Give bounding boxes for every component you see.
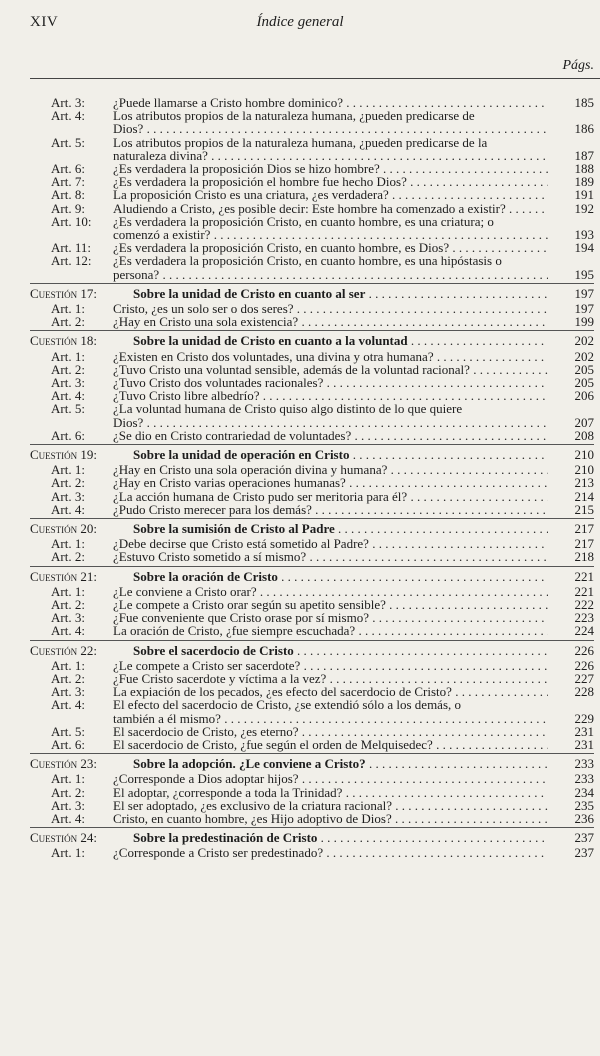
article-page: 210 <box>574 462 594 478</box>
article-page: 194 <box>574 240 594 256</box>
article-title: Cristo, ¿es un solo ser o dos seres? . . . <box>113 302 548 316</box>
article-number: Art. 10: <box>51 213 92 229</box>
article-number: Art. 2: <box>51 784 85 800</box>
article-page: 205 <box>574 375 594 390</box>
article-number: Art. 1: <box>51 301 85 316</box>
toc-question-row <box>0 287 600 301</box>
section-divider <box>30 283 594 284</box>
article-number: Art. 5: <box>51 401 85 417</box>
article-title: ¿Tuvo Cristo una voluntad sensible, además de la voluntad racional? . . . <box>113 363 548 377</box>
article-page: 236 <box>574 811 594 826</box>
article-title: ¿Estuvo Cristo sometido a sí mismo? . . . <box>113 550 548 564</box>
article-title: ¿Le conviene a Cristo orar? . . . <box>113 585 548 599</box>
article-page: 185 <box>574 95 594 110</box>
page-number: XIV <box>30 14 59 30</box>
question-label: Cuestión 22: <box>30 642 98 658</box>
question-title: Sobre la oración de Cristo . . . <box>133 570 548 584</box>
article-page: 213 <box>574 475 594 491</box>
article-title: ¿La acción humana de Cristo pudo ser meritoria para él? . . . <box>113 490 548 504</box>
running-title: Índice general <box>256 14 344 30</box>
toc-article-row <box>0 698 600 712</box>
article-page: 193 <box>574 227 594 242</box>
article-title: ¿Hay en Cristo una sola existencia? . . . <box>113 315 548 329</box>
article-title: Cristo, en cuanto hombre, ¿es Hijo adoptivo de Dios? . . . <box>113 812 548 826</box>
article-page: 187 <box>574 147 594 163</box>
toc-article-row <box>0 799 600 813</box>
article-title: Aludiendo a Cristo, ¿es posible decir: Este hombre ha comenzado a existir? . . . <box>113 202 548 216</box>
article-number: Art. 1: <box>51 536 85 552</box>
article-title: ¿Le compete a Cristo orar según su apetito sensible? . . . <box>113 598 548 612</box>
article-page: 237 <box>574 845 594 861</box>
toc-article-row <box>0 672 600 686</box>
article-title: ¿Fue conveniente que Cristo orase por sí mismo? . . . <box>113 611 548 625</box>
article-number: Art. 9: <box>51 200 85 216</box>
toc-article-row <box>0 624 600 638</box>
question-label: Cuestión 20: <box>30 521 98 536</box>
article-page: 223 <box>574 610 594 626</box>
article-number: Art. 2: <box>51 671 85 686</box>
toc-article-row <box>0 812 600 826</box>
article-number: Art. 11: <box>51 240 91 256</box>
article-page: 215 <box>574 501 594 517</box>
article-number: Art. 3: <box>51 610 85 626</box>
article-number: Art. 4: <box>51 811 85 826</box>
article-page: 231 <box>574 723 594 739</box>
article-page: 191 <box>574 187 594 203</box>
toc-article-row <box>0 416 600 430</box>
toc-article-row <box>0 122 600 136</box>
article-number: Art. 1: <box>51 657 85 673</box>
article-number: Art. 1: <box>51 583 85 599</box>
article-number: Art. 4: <box>51 623 85 639</box>
toc-article-row <box>0 215 600 229</box>
article-number: Art. 4: <box>51 108 85 124</box>
article-page: 222 <box>574 597 594 612</box>
toc-question-row <box>0 334 600 348</box>
article-number: Art. 2: <box>51 549 85 565</box>
section-divider <box>30 566 594 567</box>
article-page: 224 <box>574 623 594 639</box>
article-title: ¿Corresponde a Cristo ser predestinado? . . . <box>113 846 548 860</box>
article-title: Los atributos propios de la naturaleza humana, ¿pueden predicarse de la <box>113 135 488 150</box>
article-title: ¿Es verdadera la proposición Dios se hizo hombre? . . . <box>113 162 548 176</box>
article-number: Art. 12: <box>51 253 92 269</box>
toc-article-row <box>0 772 600 786</box>
question-title: Sobre la unidad de operación en Cristo . . . <box>133 448 548 462</box>
section-divider <box>30 330 594 331</box>
toc-article-row <box>0 376 600 390</box>
toc-article-row <box>0 585 600 599</box>
question-page: 226 <box>574 642 594 658</box>
article-page: 218 <box>574 549 594 565</box>
toc-article-row <box>0 136 600 150</box>
article-title: ¿Existen en Cristo dos voluntades, una divina y otra humana? . . . <box>113 350 548 364</box>
article-page: 231 <box>574 737 594 752</box>
toc-article-row <box>0 389 600 403</box>
question-page: 221 <box>574 568 594 584</box>
article-title: ¿Debe decirse que Cristo está sometido al Padre? . . . <box>113 537 548 551</box>
toc-question-row <box>0 757 600 771</box>
article-page: 226 <box>574 657 594 673</box>
toc-question-row <box>0 644 600 658</box>
article-title: también a él mismo? . . . <box>113 712 548 726</box>
article-page: 233 <box>574 771 594 787</box>
toc-article-row <box>0 725 600 739</box>
article-title: ¿Hay en Cristo varias operaciones humanas? . . . <box>113 476 548 490</box>
question-label: Cuestión 21: <box>30 568 98 584</box>
toc-article-row <box>0 503 600 517</box>
article-page: 235 <box>574 797 594 813</box>
article-page: 197 <box>574 301 594 316</box>
toc-question-row <box>0 522 600 536</box>
article-number: Art. 7: <box>51 174 85 190</box>
article-title: El adoptar, ¿corresponde a toda la Trinidad? . . . <box>113 786 548 800</box>
question-title: Sobre la sumisión de Cristo al Padre . . . <box>133 522 548 536</box>
toc-question-row <box>0 570 600 584</box>
toc-article-row <box>0 350 600 364</box>
article-number: Art. 8: <box>51 187 85 203</box>
question-title: Sobre la predestinación de Cristo . . . <box>133 831 548 845</box>
article-number: Art. 5: <box>51 134 85 150</box>
toc-article-row <box>0 96 600 110</box>
article-title: comenzó a existir? . . . <box>113 228 548 242</box>
toc-article-row <box>0 738 600 752</box>
toc-article-row <box>0 402 600 416</box>
question-page: 210 <box>574 447 594 462</box>
article-page: 199 <box>574 314 594 330</box>
question-page: 217 <box>574 521 594 536</box>
article-title: ¿Fue Cristo sacerdote y víctima a la vez? . . . <box>113 672 548 686</box>
question-title: Sobre el sacerdocio de Cristo . . . <box>133 644 548 658</box>
question-page: 237 <box>574 830 594 846</box>
article-number: Art. 1: <box>51 348 85 364</box>
article-page: 221 <box>574 583 594 599</box>
article-page: 195 <box>574 266 594 282</box>
article-title: El ser adoptado, ¿es exclusivo de la criatura racional? . . . <box>113 799 548 813</box>
article-page: 229 <box>574 710 594 726</box>
header-rule <box>30 78 600 79</box>
article-page: 206 <box>574 388 594 404</box>
article-title: ¿Hay en Cristo una sola operación divina y humana? . . . <box>113 463 548 477</box>
article-title: El sacerdocio de Cristo, ¿es eterno? . . . <box>113 725 548 739</box>
article-title: ¿Se dio en Cristo contrariedad de voluntades? . . . <box>113 429 548 443</box>
article-title: La proposición Cristo es una criatura, ¿es verdadera? . . . <box>113 188 548 202</box>
toc-article-row <box>0 175 600 189</box>
article-number: Art. 2: <box>51 361 85 377</box>
article-title: Dios? . . . <box>113 122 548 136</box>
toc-article-row <box>0 315 600 329</box>
section-divider <box>30 518 594 519</box>
section-divider <box>30 640 594 641</box>
toc-article-row <box>0 685 600 699</box>
article-title: ¿Tuvo Cristo libre albedrío? . . . <box>113 389 548 403</box>
article-number: Art. 3: <box>51 797 85 813</box>
article-title: ¿Tuvo Cristo dos voluntades racionales? . . . <box>113 376 548 390</box>
article-title: La oración de Cristo, ¿fue siempre escuchada? . . . <box>113 624 548 638</box>
question-label: Cuestión 17: <box>30 285 98 301</box>
question-label: Cuestión 24: <box>30 830 98 846</box>
question-title: Sobre la adopción. ¿Le conviene a Cristo? . . . <box>133 757 548 771</box>
toc-article-row <box>0 363 600 377</box>
article-number: Art. 3: <box>51 488 85 504</box>
toc-article-row <box>0 109 600 123</box>
toc-article-row <box>0 611 600 625</box>
article-title: Dios? . . . <box>113 416 548 430</box>
toc-article-row <box>0 846 600 860</box>
article-title: ¿Le compete a Cristo ser sacerdote? . . . <box>113 659 548 673</box>
question-title: Sobre la unidad de Cristo en cuanto a la voluntad . . . <box>133 334 548 348</box>
toc-article-row <box>0 254 600 268</box>
article-number: Art. 4: <box>51 697 85 713</box>
article-title: naturaleza divina? . . . <box>113 149 548 163</box>
article-number: Art. 6: <box>51 737 85 752</box>
toc-question-row <box>0 831 600 845</box>
article-title: ¿Puede llamarse a Cristo hombre dominico? . . . <box>113 96 548 110</box>
article-number: Art. 3: <box>51 375 85 390</box>
toc-article-row <box>0 712 600 726</box>
toc-article-row <box>0 429 600 443</box>
question-title: Sobre la unidad de Cristo en cuanto al ser . . . <box>133 287 548 301</box>
article-page: 205 <box>574 361 594 377</box>
article-page: 202 <box>574 348 594 364</box>
article-page: 217 <box>574 536 594 552</box>
article-number: Art. 2: <box>51 314 85 330</box>
article-title: ¿Pudo Cristo merecer para los demás? . . . <box>113 503 548 517</box>
toc-article-row <box>0 188 600 202</box>
toc-article-row <box>0 550 600 564</box>
article-page: 188 <box>574 161 594 176</box>
toc-article-row <box>0 268 600 282</box>
article-number: Art. 2: <box>51 475 85 491</box>
article-number: Art. 4: <box>51 388 85 404</box>
question-label: Cuestión 18: <box>30 333 98 349</box>
question-page: 233 <box>574 756 594 772</box>
article-title: Los atributos propios de la naturaleza humana, ¿pueden predicarse de <box>113 109 475 124</box>
article-page: 228 <box>574 684 594 700</box>
article-title: ¿Es verdadera la proposición Cristo, en cuanto hombre, es una hipóstasis o <box>113 254 502 269</box>
section-divider <box>30 444 594 445</box>
article-page: 189 <box>574 174 594 190</box>
article-number: Art. 5: <box>51 723 85 739</box>
toc-article-row <box>0 490 600 504</box>
question-label: Cuestión 19: <box>30 447 98 462</box>
article-title: persona? . . . <box>113 268 548 282</box>
article-page: 227 <box>574 671 594 686</box>
toc-article-row <box>0 149 600 163</box>
article-number: Art. 3: <box>51 684 85 700</box>
article-title: ¿Es verdadera la proposición el hombre fue hecho Dios? . . . <box>113 175 548 189</box>
section-divider <box>30 753 594 754</box>
article-title: El sacerdocio de Cristo, ¿fue según el orden de Melquisedec? . . . <box>113 738 548 752</box>
article-number: Art. 1: <box>51 845 85 861</box>
article-title: La expiación de los pecados, ¿es efecto del sacerdocio de Cristo? . . . <box>113 685 548 699</box>
article-page: 214 <box>574 488 594 504</box>
toc-article-row <box>0 598 600 612</box>
article-page: 207 <box>574 414 594 430</box>
article-page: 186 <box>574 121 594 137</box>
article-page: 234 <box>574 784 594 800</box>
article-page: 208 <box>574 427 594 443</box>
article-number: Art. 1: <box>51 771 85 787</box>
article-number: Art. 6: <box>51 427 85 443</box>
article-title: ¿Corresponde a Dios adoptar hijos? . . . <box>113 772 548 786</box>
toc-article-row <box>0 463 600 477</box>
pages-column-label: Págs. <box>562 58 594 73</box>
article-title: ¿Es verdadera la proposición Cristo, en cuanto hombre, es Dios? . . . <box>113 241 548 255</box>
toc-article-row <box>0 786 600 800</box>
article-page: 192 <box>574 200 594 216</box>
article-number: Art. 4: <box>51 501 85 517</box>
section-divider <box>30 827 594 828</box>
article-title: ¿Es verdadera la proposición Cristo, en cuanto hombre, es una criatura; o <box>113 214 494 229</box>
question-page: 197 <box>574 285 594 301</box>
question-page: 202 <box>574 333 594 349</box>
toc-question-row <box>0 448 600 462</box>
article-number: Art. 3: <box>51 95 85 110</box>
toc-article-row <box>0 537 600 551</box>
article-number: Art. 2: <box>51 597 85 612</box>
toc-article-row <box>0 476 600 490</box>
article-title: ¿La voluntad humana de Cristo quiso algo distinto de lo que quiere <box>113 402 463 417</box>
toc-article-row <box>0 162 600 176</box>
article-title: El efecto del sacerdocio de Cristo, ¿se extendió sólo a los demás, o <box>113 698 462 713</box>
article-number: Art. 6: <box>51 161 85 176</box>
toc-article-row <box>0 302 600 316</box>
question-label: Cuestión 23: <box>30 756 98 772</box>
toc-article-row <box>0 659 600 673</box>
article-number: Art. 1: <box>51 462 85 478</box>
